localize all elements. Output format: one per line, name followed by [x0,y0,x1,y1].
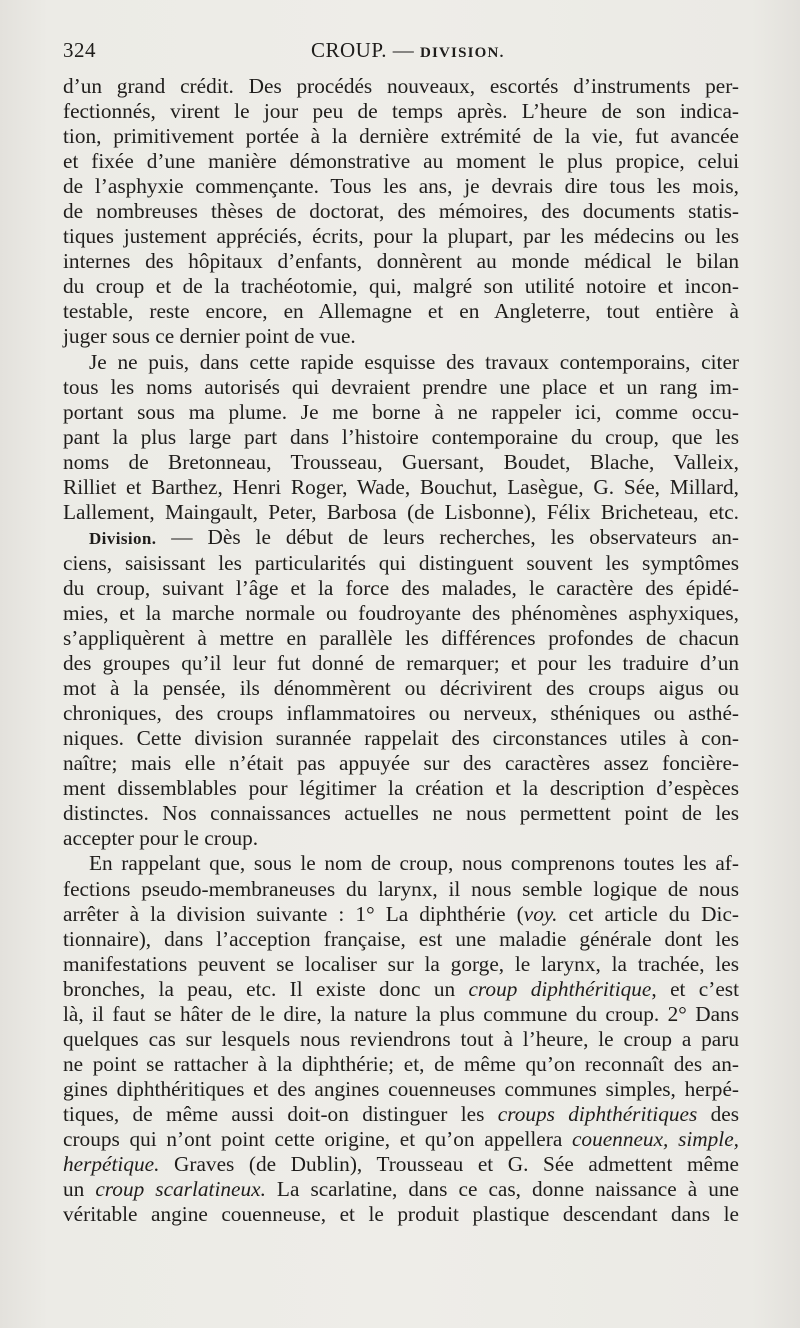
text-line [63,1127,739,1152]
text-fragment: tiques, de même aussi doit-on distinguer les [63,1101,498,1126]
text-line: ciens, saisissant les particularités qui distinguent souvent les symptômes [63,550,739,575]
text-line: fectionnés, virent le jour peu de temps après. L’heure de son indica- [63,99,739,124]
text-line [63,977,739,1002]
text-line [63,1102,739,1127]
running-head-small: DIVISION. [419,45,505,61]
text-line: des groupes qu’il leur fut donné de remarquer; et pour les traduire d’un [63,651,739,676]
text-fragment: La scarlatine, dans ce cas, donne naissance à une [265,1177,739,1202]
text-fragment: , et c’est [651,976,739,1001]
page-number: 324 [63,38,96,62]
text-line [63,902,739,927]
text-line: fections pseudo-membraneuses du larynx, il nous semble logique de nous [63,876,739,901]
body-text [63,74,739,1227]
page-header [63,38,739,70]
text-fragment: bronches, la peau, etc. Il existe donc un [63,976,469,1001]
text-line: testable, reste encore, en Allemagne et en Angleterre, tout entière à [63,299,739,324]
text-line: gines diphthéritiques et des angines couenneuses communes simples, herpé- [63,1076,739,1101]
text-line: véritable angine couenneuse, et le produit plastique descendant dans le [63,1202,739,1227]
text-line: de nombreuses thèses de doctorat, des mémoires, des documents statis- [63,199,739,224]
text-line [63,1177,739,1202]
text-line: juger sous ce dernier point de vue. [63,324,356,349]
italic-fragment: herpétique. [63,1152,160,1177]
text-line: tion, primitivement portée à la dernière extrémité de la vie, fut avancée [63,124,739,149]
paragraph-2 [63,350,739,525]
section-heading-division: Division. [89,528,157,548]
text-line: du croup et de la trachéotomie, qui, malgré son utilité notoire et incon- [63,274,739,299]
running-head-main: CROUP. — [311,38,415,62]
text-line: En rappelant que, sous le nom de croup, nous comprenons toutes les af- [89,851,739,876]
text-line: du croup, suivant l’âge et la force des malades, le caractère des épidé- [63,575,739,600]
text-line: et fixée d’une manière démonstrative au moment le plus propice, celui [63,149,739,174]
italic-fragment: croups diphthéritiques [497,1101,698,1126]
text-line: distinctes. Nos connaissances actuelles ne nous permettent point de les [63,801,739,826]
text-line: d’un grand crédit. Des procédés nouveaux, escortés d’instruments per- [63,74,739,98]
running-head [311,38,505,63]
text-line: Je ne puis, dans cette rapide esquisse des travaux contemporains, citer [89,349,739,374]
text-fragment: des [697,1101,739,1126]
text-line: mot à la pensée, ils dénommèrent ou décrivirent des croups aigus ou [63,676,739,701]
text-line: là, il faut se hâter de le dire, la nature la plus commune du croup. 2° Dans [63,1001,739,1026]
text-line: tiques justement appréciés, écrits, pour la plupart, par les médecins ou les [63,224,739,249]
text-line: accepter pour le croup. [63,826,259,851]
text-fragment: — Dès le début de leurs recherches, les observateurs an- [156,524,739,549]
text-line: ment dissemblables pour légitimer la création et la description d’espèces [63,776,739,801]
text-line: ne point se rattacher à la diphthérie; et, de même qu’on reconnaît des an- [63,1051,739,1076]
text-line: niques. Cette division surannée rappelait des circonstances utiles à con- [63,726,739,751]
text-line: Rilliet et Barthez, Henri Roger, Wade, Bouchut, Lasègue, G. Sée, Millard, [63,474,739,499]
italic-fragment: croup scarlatineux. [95,1177,266,1202]
text-line: manifestations peuvent se localiser sur la gorge, le larynx, la trachée, les [63,951,739,976]
text-fragment: arrêter à la division suivante : 1° La diphthérie ( [63,901,524,926]
text-line: mies, et la marche normale ou foudroyante des phénomènes asphyxiques, [63,600,739,625]
text-fragment: Graves (de Dublin), Trousseau et G. Sée admettent même [159,1152,739,1177]
text-line: chroniques, des croups inflammatoires ou nerveux, sthéniques ou asthé- [63,701,739,726]
paragraph-4 [63,851,739,1227]
text-line: portant sous ma plume. Je me borne à ne rappeler ici, comme occu- [63,399,739,424]
text-line [63,525,739,551]
text-line [63,1152,739,1177]
text-line: Lallement, Maingault, Peter, Barbosa (de Lisbonne), Félix Bricheteau, etc. [63,499,739,524]
text-line: s’appliquèrent à mettre en parallèle les différences profondes de chacun [63,626,739,651]
text-line: noms de Bretonneau, Trousseau, Guersant, Boudet, Blache, Valleix, [63,449,739,474]
text-fragment: un [63,1177,96,1202]
italic-fragment: voy. [523,901,558,926]
paragraph-1 [63,74,739,350]
text-line: tous les noms autorisés qui devraient prendre une place et un rang im- [63,374,739,399]
text-line: quelques cas sur lesquels nous reviendrons tout à l’heure, le croup a paru [63,1026,739,1051]
text-line: de l’asphyxie commençante. Tous les ans, je devrais dire tous les mois, [63,174,739,199]
text-fragment: cet article du Dic- [557,901,739,926]
text-line: naître; mais elle n’était pas appuyée sur des caractères assez foncière- [63,751,739,776]
italic-fragment: couenneux, simple, [571,1126,739,1151]
text-line: tionnaire), dans l’acception française, est une maladie générale dont les [63,926,739,951]
italic-fragment: croup diphthéritique [468,976,652,1001]
text-fragment: croups qui n’ont point cette origine, et qu’on appellera [63,1126,572,1151]
text-line: pant la plus large part dans l’histoire contemporaine du croup, que les [63,424,739,449]
paragraph-3 [63,525,739,852]
text-line: internes des hôpitaux d’enfants, donnèrent au monde médical le bilan [63,249,739,274]
